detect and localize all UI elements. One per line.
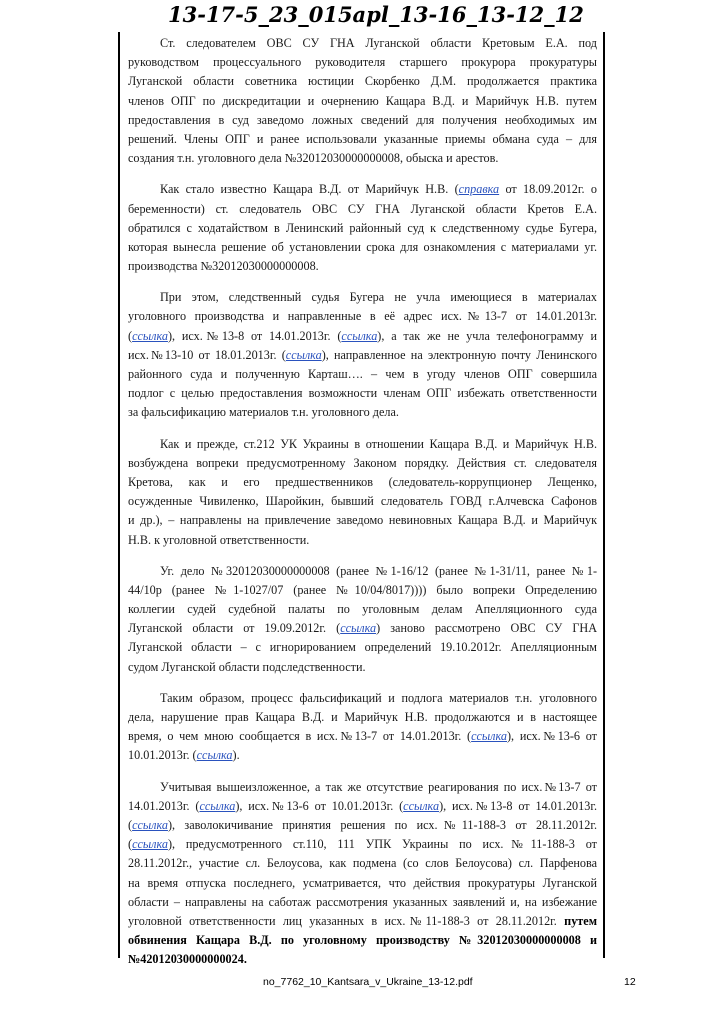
text-line: районного суда и полученную Карташ…. – чем в угоду членов ОПГ совершила [128, 367, 597, 381]
reference-link[interactable]: ссылка [132, 328, 168, 343]
text-line: решений. Члены ОПГ и ранее использовали указанные приемы обмана суда – для [128, 131, 597, 146]
text-fragment: 14.01.2013г. ( [128, 798, 200, 813]
bold-text-line: №42012030000000024. [128, 952, 247, 967]
text-line: Учитывая вышеизложенное, а так же отсутствие реагирования по исх.№13-7 от [160, 779, 597, 794]
reference-link[interactable]: ссылка [132, 837, 168, 852]
bold-text-fragment: путем [556, 913, 597, 928]
text-fragment: ) заново рассмотрено ОВС СУ ГНА [376, 621, 598, 636]
paragraph-7 [128, 778, 597, 970]
text-line: руководством процессуального руководителя старшего прокурора прокуратуры [128, 55, 597, 70]
text-line [128, 619, 597, 638]
paragraph-4 [128, 435, 597, 550]
reference-link[interactable]: ссылка [341, 328, 378, 343]
reference-link[interactable]: ссылка [196, 748, 233, 763]
reference-link[interactable]: ссылка [403, 798, 440, 813]
text-line [128, 727, 597, 746]
text-line: области – направлены на саботаж рассмотрения указанных заявлений и, на избежание [128, 894, 597, 909]
text-line [128, 835, 597, 854]
text-line [128, 746, 597, 765]
text-fragment: ), предусмотренного ст.110, 111 УПК Украины по исх.№11-188-3 от [167, 837, 597, 852]
text-line: При этом, следственный судья Бугера не учла имеющиеся в материалах [160, 290, 597, 305]
text-line: обратился с ходатайством в Ленинский районный суд к следственному судье Бугера, [128, 220, 597, 235]
text-line [128, 912, 597, 931]
text-line: и др.), – направлены на привлечение заведомо невиновных Кащара В.Д. и Марийчук [128, 513, 597, 528]
text-line: коллегии судей судебной палаты по уголовным делам Апелляционного суда [128, 602, 597, 617]
reference-link[interactable]: ссылка [199, 798, 236, 813]
text-fragment: ), исх.№13-6 от [507, 729, 597, 744]
text-fragment: ), а так же не учла телефонограмму и [377, 328, 597, 343]
text-fragment: ). [232, 748, 240, 763]
bold-text-line: обвинения Кащара В.Д. по уголовному производству №32012030000000008 и [128, 933, 597, 948]
text-line: которая вынесла решение об установлении срока для ознакомления с материалами уг. [128, 239, 597, 254]
text-line: производства №32012030000000008. [128, 259, 319, 274]
text-line: Кретова, как и его предшественников (следователь-коррупционер Лещенко, [128, 474, 597, 489]
text-fragment: ( [128, 837, 133, 852]
paragraph-2 [128, 180, 597, 276]
text-line [128, 797, 597, 816]
text-line: членов ОПГ по дискредитации и очернению Кащара В.Д. и Марийчук Н.В. путем [128, 93, 597, 108]
text-fragment: время, о чем мною сообщается в исх.№13-7 от 14.01.2013г. ( [128, 729, 472, 744]
text-line: беременности) ст. следователь ОВС СУ ГНА Луганской области Кретов Е.А. [128, 201, 597, 216]
reference-link[interactable]: ссылка [340, 621, 377, 636]
text-line: Как и прежде, ст.212 УК Украины в отношении Кащара В.Д. и Марийчук Н.В. [160, 436, 597, 451]
document-title: 13-17-5_23_015apl_13-16_13-12_12 [168, 2, 584, 27]
text-fragment: ( [128, 328, 133, 343]
page-border-left [118, 32, 120, 958]
page-border-right [603, 32, 605, 958]
text-fragment: ), исх.№13-8 от 14.01.2013г. ( [167, 328, 342, 343]
footer-filename: no_7762_10_Kantsara_v_Ukraine_13-12.pdf [263, 976, 473, 988]
text-line: возбуждена вопреки предусмотренному Законом порядку. Действия ст. следователя [128, 455, 597, 470]
text-fragment: ), направленное на электронную почту Ленинского [321, 347, 597, 362]
text-line: подлог с целью предоставления возможности членам ОПГ избежать ответственности [128, 386, 597, 401]
reference-link[interactable]: справка [458, 182, 500, 197]
text-line: уголовного производства и направленные в её адрес исх.№13-7 от 14.01.2013г. [128, 309, 597, 324]
text-fragment: исх.№13-10 от 18.01.2013г. ( [128, 347, 286, 362]
text-line: Ст. следователем ОВС СУ ГНА Луганской области Кретовым Е.А. под [160, 36, 597, 50]
text-line: за фальсификацию материалов т.н. уголовного дела. [128, 405, 399, 420]
text-line: 28.11.2012г., участие сл. Белоусова, как подмена (со слов Белоусова) сл. Парфенова [128, 856, 597, 871]
text-line: осужденные Чивиленко, Шаройкин, бывший следователь ГОВД г.Алчевска Сафонов [128, 494, 597, 509]
text-line: предоставления в суд заведомо ложных сведений для получения необходимых им [128, 112, 597, 127]
text-fragment: ), заволокичивание принятия решения по исх.№11-188-3 от 28.11.2012г. [167, 817, 597, 832]
text-fragment: Как стало известно Кащара В.Д. от Марийчук Н.В. ( [160, 182, 459, 197]
text-line: Луганской области – с игнорированием определений 19.10.2012г. Апелляционным [128, 640, 597, 655]
text-fragment: уголовной ответственности лиц указанных в исх.№11-188-3 от 28.11.2012г. [128, 913, 557, 928]
text-line: на время отпуска последнего, усматривается, что действия прокуратуры Луганской [128, 875, 597, 890]
text-line [128, 346, 597, 365]
paragraph-3 [128, 288, 597, 422]
reference-link[interactable]: ссылка [132, 817, 168, 832]
paragraph-5 [128, 562, 597, 677]
text-line [128, 327, 597, 346]
page-number: 12 [624, 976, 636, 988]
text-line: 44/10р (ранее №1-1027/07 (ранее №10/04/8017)))) было вопреки Определению [128, 582, 597, 597]
text-fragment: ( [128, 817, 133, 832]
paragraph-1 [128, 34, 597, 168]
text-line: Луганской области советника юстиции Скорбенко Д.М. продолжается практика [128, 74, 597, 89]
text-line: Таким образом, процесс фальсификаций и подлога материалов т.н. уголовного [160, 690, 597, 705]
text-fragment: 10.01.2013г. ( [128, 748, 197, 763]
text-line: создания т.н. уголовного дела №32012030000000008, обыска и арестов. [128, 151, 499, 166]
text-fragment: Луганской области от 19.09.2012г. ( [128, 621, 341, 636]
reference-link[interactable]: ссылка [471, 729, 507, 744]
text-line: дела, нарушение прав Кащара В.Д. и Марийчук Н.В. продолжаются и в настоящее [128, 710, 597, 724]
text-line: судом Луганской области подследственности. [128, 659, 366, 674]
reference-link[interactable]: ссылка [285, 347, 322, 362]
text-line: Н.В. к уголовной ответственности. [128, 532, 310, 547]
text-fragment: ), исх.№13-8 от 14.01.2013г. [439, 798, 597, 813]
text-fragment: от 18.09.2012г. о [499, 182, 597, 197]
text-line [128, 816, 597, 835]
text-line [128, 180, 597, 199]
text-fragment: ), исх.№13-6 от 10.01.2013г. ( [235, 798, 404, 813]
document-body [128, 34, 597, 981]
text-line: Уг. дело №32012030000000008 (ранее №1-16/12 (ранее №1-31/11, ранее №1- [160, 563, 597, 578]
paragraph-6 [128, 689, 597, 766]
